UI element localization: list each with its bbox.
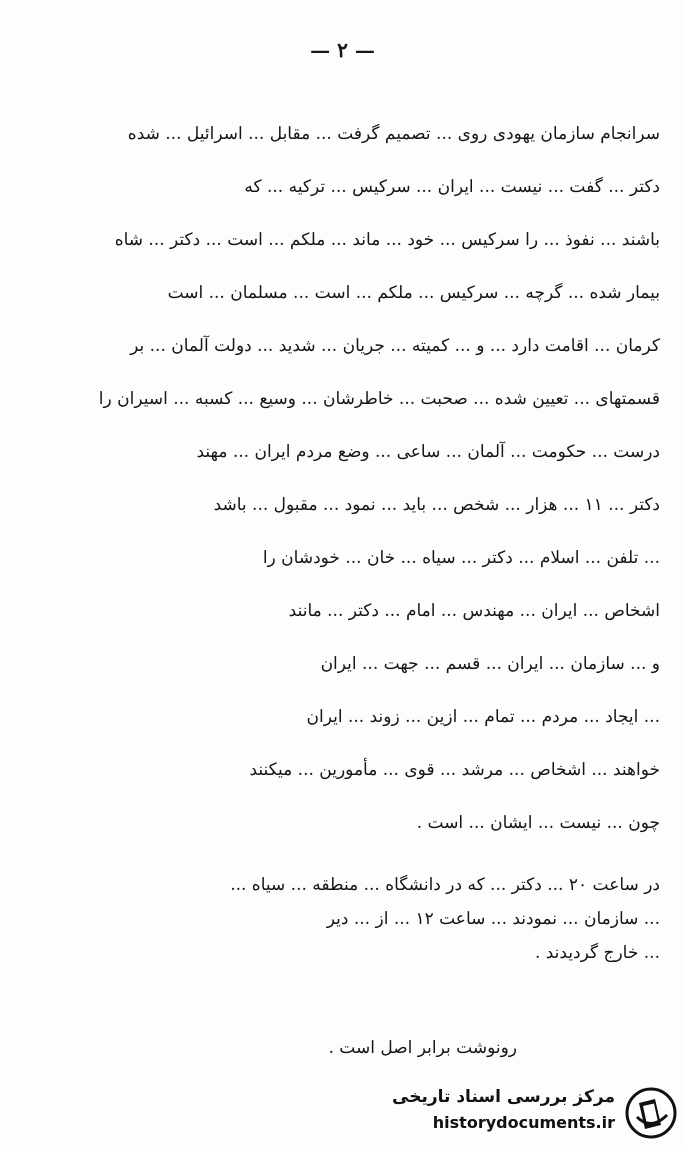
text-line: باشند ... نفوذ ... را سرکیس ... خود ... ماند ... ملکم ... است ... دکتر ... شاه xyxy=(114,230,660,250)
page-number: — ۲ — xyxy=(310,38,375,62)
text-line: در ساعت ۲۰ ... دکتر ... که در دانشگاه ... منطقه ... سیاه ... xyxy=(230,875,660,895)
text-line: سرانجام سازمان یهودی روی ... تصمیم گرفت ... مقابل ... اسرائیل ... شده xyxy=(127,124,660,144)
text-line: و ... سازمان ... ایران ... قسم ... جهت ... ایران xyxy=(320,654,660,674)
paragraph-1 xyxy=(18,108,660,850)
text-line: دکتر ... ۱۱ ... هزار ... شخص ... باید ... نمود ... مقبول ... باشد xyxy=(213,495,660,515)
text-line: خواهند ... اشخاص ... مرشد ... قوی ... مأمورین ... میکنند xyxy=(249,760,660,780)
text-line: کرمان ... اقامت دارد ... و ... کمیته ... جریان ... شدید ... دولت آلمان ... بر xyxy=(130,336,660,356)
copy-certification: رونوشت برابر اصل است . xyxy=(328,1038,517,1058)
text-line: ... تلفن ... اسلام ... دکتر ... سیاه ... خان ... خودشان را xyxy=(262,548,660,568)
document-archive-logo-icon xyxy=(625,1087,677,1139)
text-line: اشخاص ... ایران ... مهندس ... امام ... دکتر ... مانند xyxy=(288,601,660,621)
watermark-url: historydocuments.ir xyxy=(432,1113,615,1132)
text-line: چون ... نیست ... ایشان ... است . xyxy=(416,813,660,833)
text-line: ... سازمان ... نمودند ... ساعت ۱۲ ... از ... دیر xyxy=(326,909,660,929)
paragraph-2 xyxy=(18,868,660,970)
document-body xyxy=(18,108,660,970)
text-line: درست ... حکومت ... آلمان ... ساعی ... وضع مردم ایران ... مهند xyxy=(196,442,660,462)
text-line: قسمتهای ... تعیین شده ... صحبت ... خاطرشان ... وسیع ... کسبه ... اسیران را xyxy=(98,389,660,409)
paragraph-gap xyxy=(18,850,660,868)
text-line: ... ایجاد ... مردم ... تمام ... ازین ... زوند ... ایران xyxy=(306,707,660,727)
text-line: دکتر ... گفت ... نیست ... ایران ... سرکیس ... ترکیه ... که xyxy=(244,177,660,197)
text-line: بیمار شده ... گرچه ... سرکیس ... ملکم ... است ... مسلمان ... است xyxy=(167,283,660,303)
watermark-title: مرکز بررسی اسناد تاریخی xyxy=(392,1087,615,1107)
text-line: ... خارج گردیدند . xyxy=(534,943,660,963)
watermark xyxy=(392,1083,677,1143)
